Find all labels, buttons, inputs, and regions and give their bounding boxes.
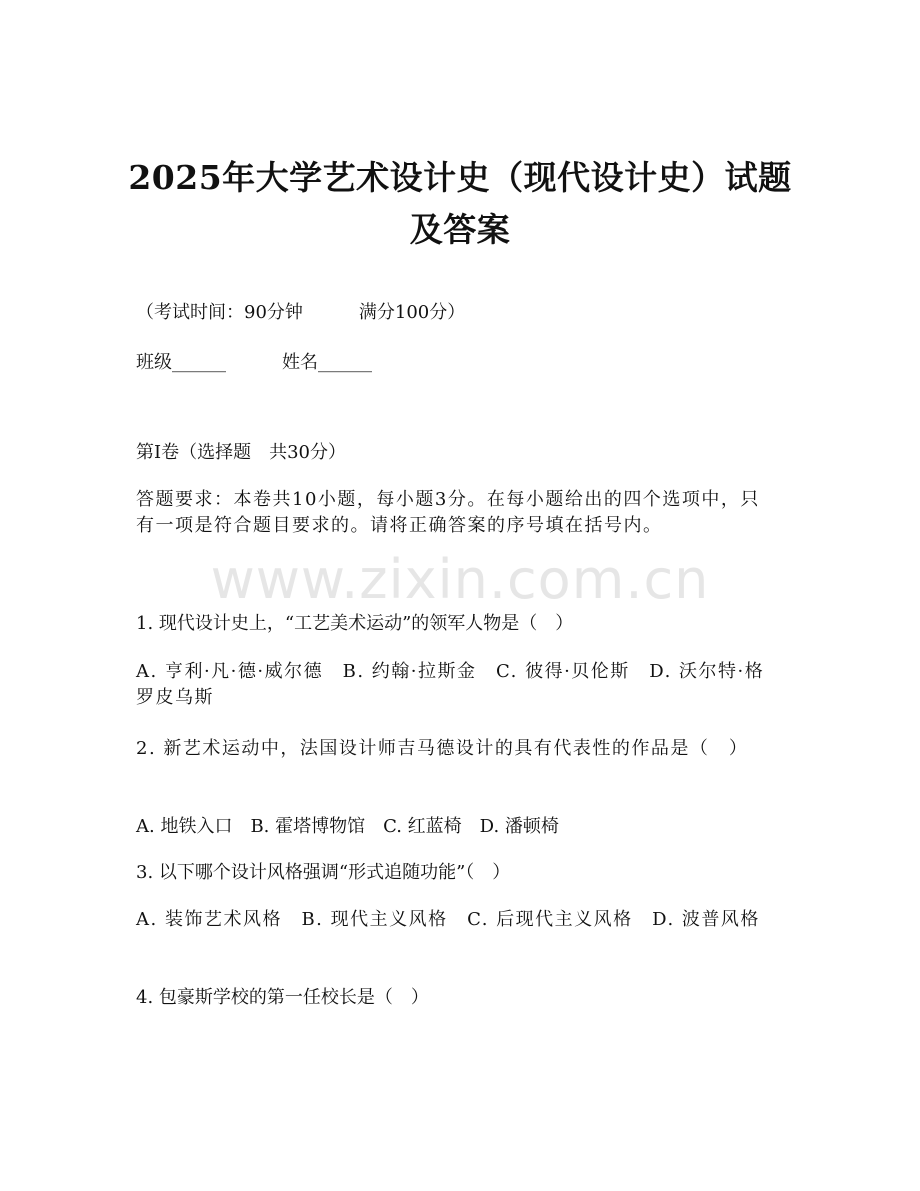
watermark: www.zixin.com.cn — [210, 548, 710, 611]
class-blank: ______ — [172, 352, 226, 373]
exam-time: （考试时间：90分钟 — [136, 302, 303, 323]
name-blank: ______ — [318, 352, 372, 373]
question-3-stem: 3. 以下哪个设计风格强调“形式追随功能”（ ） — [136, 862, 511, 883]
title-line-2: 及答案 — [409, 210, 511, 249]
question-3-options: A. 装饰艺术风格 B. 现代主义风格 C. 后现代主义风格 D. 波普风格 — [136, 909, 760, 930]
name-label: 姓名 — [282, 352, 318, 373]
exam-info — [136, 300, 786, 326]
question-1-options: A. 亨利·凡·德·威尔德 B. 约翰·拉斯金 C. 彼得·贝伦斯 D. 沃尔特·格罗皮乌斯 — [136, 661, 765, 708]
question-4-stem: 4. 包豪斯学校的第一任校长是（ ） — [136, 987, 429, 1008]
section-heading: 第I卷（选择题 共30分） — [136, 442, 347, 463]
student-fields — [136, 350, 786, 376]
class-label: 班级 — [136, 352, 172, 373]
section-instructions: 答题要求：本卷共10小题，每小题3分。在每小题给出的四个选项中，只有一项是符合题目要求的。请将正确答案的序号填在括号内。 — [136, 489, 760, 536]
title-line-1: 2025年大学艺术设计史（现代设计史）试题 — [128, 158, 792, 197]
question-2-options: A. 地铁入口 B. 霍塔博物馆 C. 红蓝椅 D. 潘顿椅 — [136, 816, 559, 837]
exam-score: 满分100分） — [358, 302, 466, 323]
question-2-stem: 2. 新艺术运动中，法国设计师吉马德设计的具有代表性的作品是（ ） — [136, 738, 749, 759]
document-title — [110, 152, 810, 256]
question-1-stem: 1. 现代设计史上，“工艺美术运动”的领军人物是（ ） — [136, 613, 574, 634]
